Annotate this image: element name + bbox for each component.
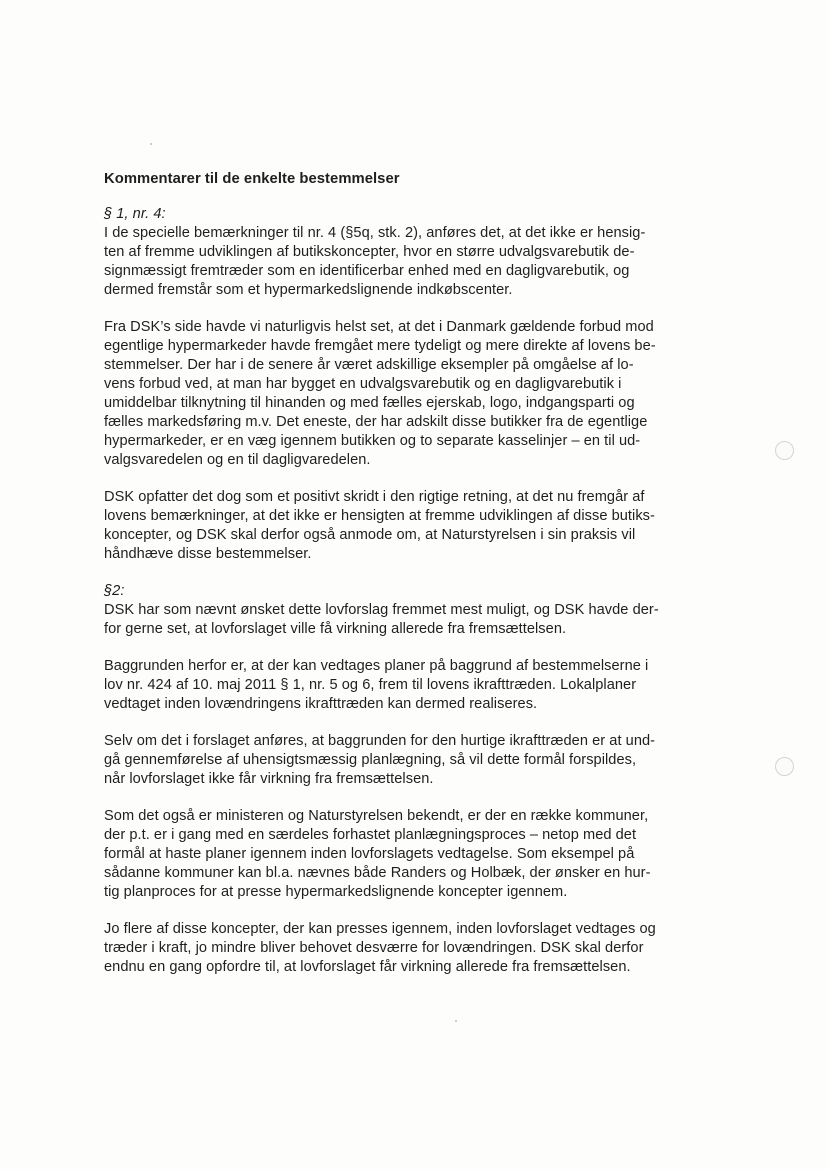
document-body	[104, 170, 724, 995]
document-heading: Kommentarer til de enkelte bestemmelser	[104, 171, 400, 187]
scan-speck	[455, 1020, 457, 1022]
sections-container	[104, 205, 724, 977]
paragraph-line: endnu en gang opfordre til, at lovforslaget får virkning allerede fra fremsættelsen.	[104, 959, 631, 975]
paragraph-line: ten af fremme udviklingen af butikskoncepter, hvor en større udvalgsvarebutik de-	[104, 244, 635, 260]
paragraph	[104, 657, 724, 714]
paragraph-line: for gerne set, at lovforslaget ville få virkning allerede fra fremsættelsen.	[104, 621, 567, 637]
paragraph-line: håndhæve disse bestemmelser.	[104, 546, 312, 562]
punch-hole-top	[775, 441, 794, 460]
paragraph-line: hypermarkeder, er en væg igennem butikken og to separate kasselinjer – en til ud-	[104, 433, 641, 449]
paragraph-line: vens forbud ved, at man har bygget en udvalgsvarebutik og en dagligvarebutik i	[104, 376, 622, 392]
paragraph-line: umiddelbar tilknytning til hinanden og med fælles ejerskab, logo, indgangsparti og	[104, 395, 635, 411]
paragraph-line: Som det også er ministeren og Naturstyrelsen bekendt, er der en række kommuner,	[104, 808, 649, 824]
paragraph-line: fælles markedsføring m.v. Det eneste, der har adskilt disse butikker fra de egentlige	[104, 414, 648, 430]
paragraph-line: Baggrunden herfor er, at der kan vedtages planer på baggrund af bestemmelserne i	[104, 658, 649, 674]
paragraph-line: når lovforslaget ikke får virkning fra fremsættelsen.	[104, 771, 434, 787]
punch-hole-bottom	[775, 757, 794, 776]
paragraph-line: lov nr. 424 af 10. maj 2011 § 1, nr. 5 og 6, frem til lovens ikrafttræden. Lokalplaner	[104, 677, 637, 693]
paragraph-line: I de specielle bemærkninger til nr. 4 (§5q, stk. 2), anføres det, at det ikke er hensig-	[104, 225, 646, 241]
paragraph-line: Jo flere af disse koncepter, der kan presses igennem, inden lovforslaget vedtages og	[104, 921, 656, 937]
paragraph-line: der p.t. er i gang med en særdeles forhastet planlægningsproces – netop med det	[104, 827, 637, 843]
paragraph	[104, 732, 724, 789]
paragraph	[104, 318, 724, 470]
paragraph	[104, 920, 724, 977]
paragraph-line: signmæssigt fremtræder som en identificerbar enhed med en dagligvarebutik, og	[104, 263, 630, 279]
paragraph	[104, 807, 724, 902]
paragraph-line: lovens bemærkninger, at det ikke er hensigten at fremme udviklingen af disse butiks-	[104, 508, 655, 524]
section-label: § 1, nr. 4:	[104, 206, 166, 222]
section-label: §2:	[104, 583, 125, 599]
paragraph-line: DSK har som nævnt ønsket dette lovforslag fremmet mest muligt, og DSK havde der-	[104, 602, 659, 618]
paragraph-line: formål at haste planer igennem inden lovforslagets vedtagelse. Som eksempel på	[104, 846, 635, 862]
paragraph	[104, 601, 724, 639]
paragraph-line: Fra DSK’s side havde vi naturligvis helst set, at det i Danmark gældende forbud mod	[104, 319, 654, 335]
paragraph-line: vedtaget inden lovændringens ikrafttræden kan dermed realiseres.	[104, 696, 538, 712]
paragraph-line: Selv om det i forslaget anføres, at baggrunden for den hurtige ikrafttræden er at und-	[104, 733, 656, 749]
paragraph-line: tig planproces for at presse hypermarkedslignende koncepter igennem.	[104, 884, 568, 900]
paragraph-line: valgsvaredelen og en til dagligvaredelen.	[104, 452, 371, 468]
paragraph	[104, 224, 724, 300]
paragraph-line: træder i kraft, jo mindre bliver behovet desværre for lovændringen. DSK skal derfor	[104, 940, 644, 956]
paragraph-line: stemmelser. Der har i de senere år været adskillige eksempler på omgåelse af lo-	[104, 357, 634, 373]
paragraph-line: koncepter, og DSK skal derfor også anmode om, at Naturstyrelsen i sin praksis vil	[104, 527, 636, 543]
paragraph-line: dermed fremstår som et hypermarkedslignende indkøbscenter.	[104, 282, 513, 298]
scan-speck	[150, 143, 152, 145]
paragraph-line: gå gennemførelse af uhensigtsmæssig planlægning, så vil dette formål forspildes,	[104, 752, 637, 768]
paragraph-line: sådanne kommuner kan bl.a. nævnes både Randers og Holbæk, der ønsker en hur-	[104, 865, 651, 881]
paragraph-line: egentlige hypermarkeder havde fremgået mere tydeligt og mere direkte af lovens be-	[104, 338, 656, 354]
paragraph-line: DSK opfatter det dog som et positivt skridt i den rigtige retning, at det nu fremgår af	[104, 489, 645, 505]
paragraph	[104, 488, 724, 564]
